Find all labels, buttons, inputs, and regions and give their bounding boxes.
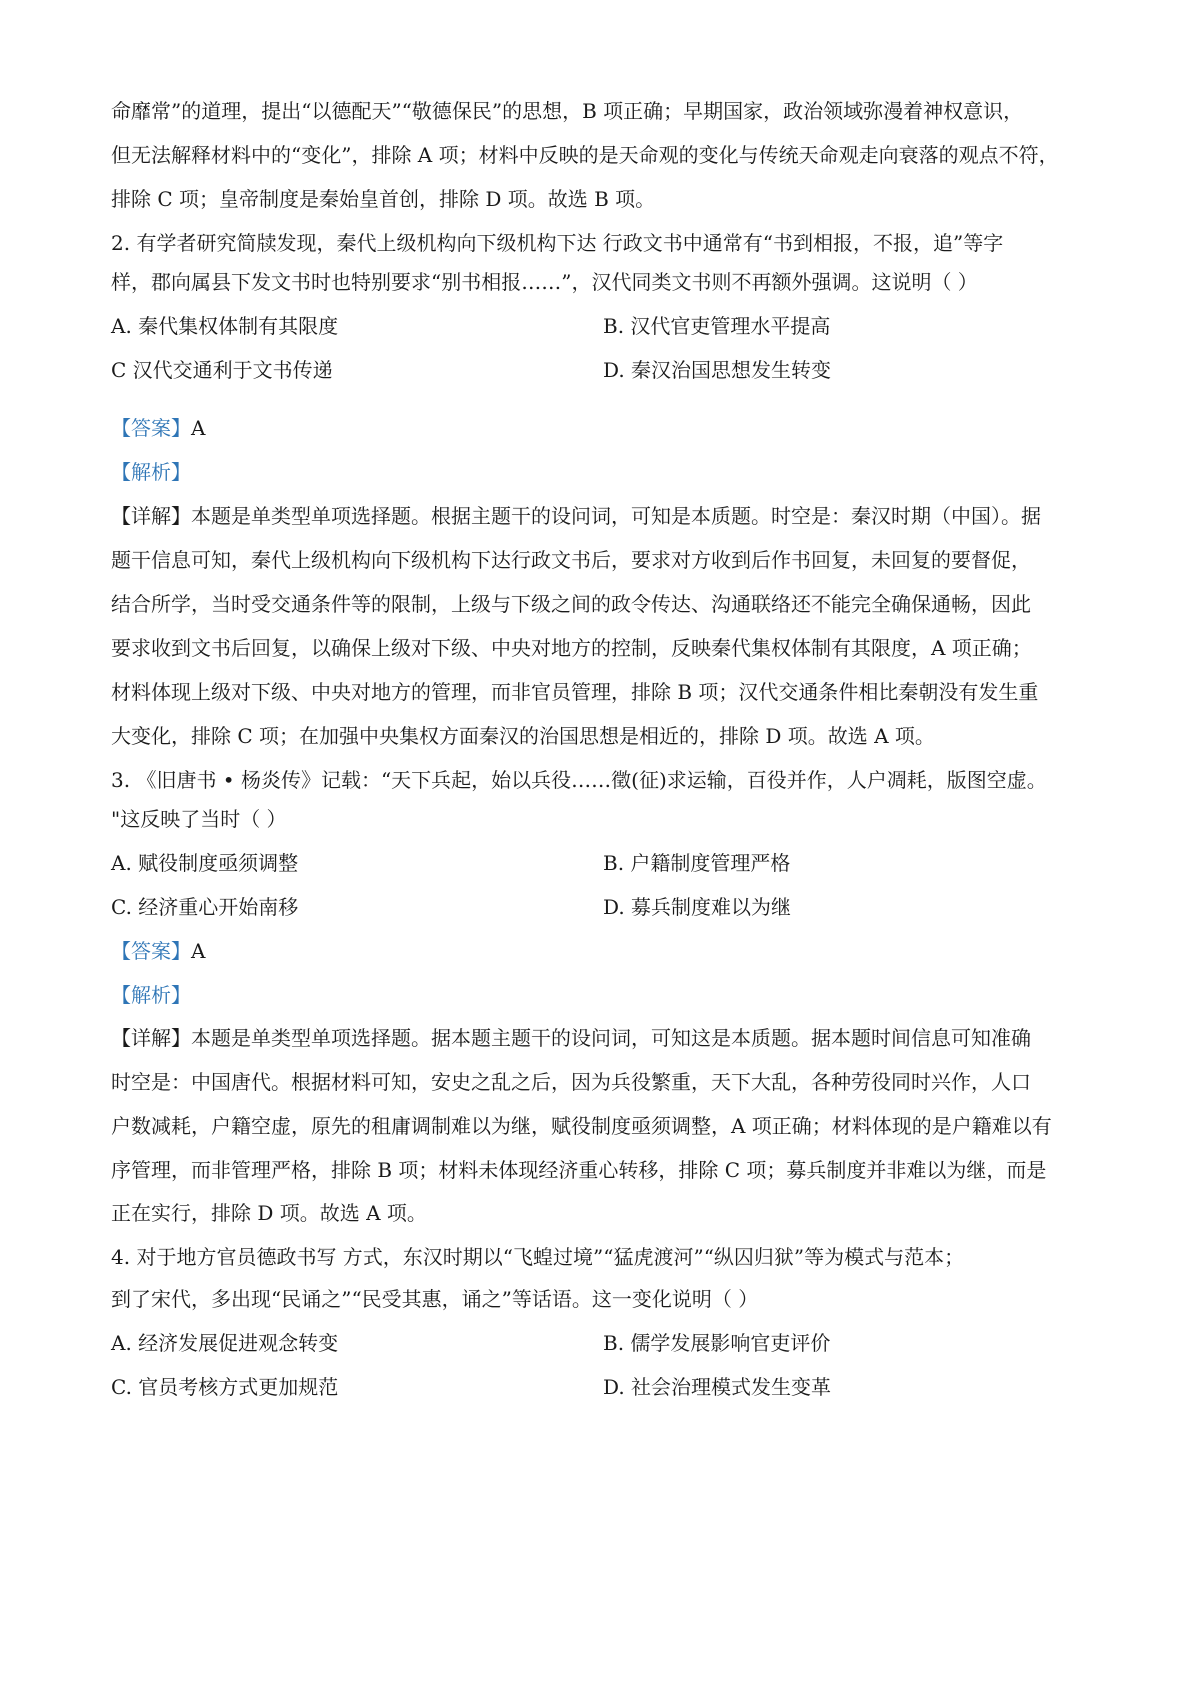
q3-option-d: D. 募兵制度难以为继 <box>603 895 792 919</box>
q3-option-a: A. 赋役制度亟须调整 <box>111 851 299 875</box>
q4-option-d: D. 社会治理模式发生变革 <box>603 1375 832 1399</box>
intro-line-3: 排除 C 项；皇帝制度是秦始皇首创，排除 D 项。故选 B 项。 <box>111 187 656 211</box>
q2-detail-line-6: 大变化，排除 C 项；在加强中央集权方面秦汉的治国思想是相近的，排除 D 项。故选 A 项。 <box>111 724 935 748</box>
q2-answer-row <box>111 414 1101 442</box>
q4-option-b: B. 儒学发展影响官吏评价 <box>603 1331 831 1355</box>
q2-analysis-row <box>111 458 1101 486</box>
q3-analysis-tag: 【解析】 <box>111 983 191 1007</box>
q3-stem-line-1: 3. 《旧唐书 • 杨炎传》记载：“天下兵起，始以兵役……徵(征)求运输，百役并作，人户凋耗，版图空虚。 <box>111 768 1047 792</box>
intro-line-1: 命靡常”的道理，提出“以德配天”“敬德保民”的思想，B 项正确；早期国家，政治领域弥漫着神权意识， <box>111 99 1024 123</box>
q3-detail-line-2: 时空是：中国唐代。根据材料可知，安史之乱之后，因为兵役繁重，天下大乱，各种劳役同时兴作，人口 <box>111 1070 1031 1094</box>
q2-option-d: D. 秦汉治国思想发生转变 <box>603 358 832 382</box>
q2-answer-tag: 【答案】 <box>111 416 191 440</box>
q3-analysis-row <box>111 981 1101 1009</box>
q3-stem-line-2: "这反映了当时（ ） <box>111 807 287 831</box>
q3-option-b: B. 户籍制度管理严格 <box>603 851 791 875</box>
q3-option-c: C. 经济重心开始南移 <box>111 895 299 919</box>
q3-answer-value: A <box>191 939 206 963</box>
q2-stem-line-1: 2. 有学者研究简牍发现，秦代上级机构向下级机构下达 行政文书中通常有“书到相报，不报，追”等字 <box>111 231 1004 255</box>
q4-option-a: A. 经济发展促进观念转变 <box>111 1331 339 1355</box>
q2-option-a: A. 秦代集权体制有其限度 <box>111 314 339 338</box>
q2-detail-line-3: 结合所学，当时受交通条件等的限制，上级与下级之间的政令传达、沟通联络还不能完全确保通畅，因此 <box>111 592 1031 616</box>
q3-detail-line-1: 【详解】本题是单类型单项选择题。据本题主题干的设问词，可知这是本质题。据本题时间信息可知准确 <box>111 1026 1031 1050</box>
q4-stem-line-1: 4. 对于地方官员德政书写 方式，东汉时期以“飞蝗过境”“猛虎渡河”“纵囚归狱”等为模式与范本； <box>111 1245 965 1269</box>
q3-detail-line-5: 正在实行，排除 D 项。故选 A 项。 <box>111 1201 427 1225</box>
q4-stem-line-2: 到了宋代，多出现“民诵之”“民受其惠，诵之”等话语。这一变化说明（ ） <box>111 1287 759 1311</box>
q3-detail-line-4: 序管理，而非管理严格，排除 B 项；材料未体现经济重心转移，排除 C 项；募兵制度并非难以为继，而是 <box>111 1158 1047 1182</box>
intro-line-2: 但无法解释材料中的“变化”，排除 A 项；材料中反映的是天命观的变化与传统天命观走向衰落的观点不符， <box>111 143 1059 167</box>
q3-answer-tag: 【答案】 <box>111 939 191 963</box>
q4-option-c: C. 官员考核方式更加规范 <box>111 1375 339 1399</box>
q2-option-c: C 汉代交通利于文书传递 <box>111 358 333 382</box>
q3-detail-line-3: 户数减耗，户籍空虚，原先的租庸调制难以为继，赋役制度亟须调整，A 项正确；材料体现的是户籍难以有 <box>111 1114 1052 1138</box>
q2-detail-line-2: 题干信息可知，秦代上级机构向下级机构下达行政文书后，要求对方收到后作书回复，未回复的要督促， <box>111 548 1031 572</box>
q2-analysis-tag: 【解析】 <box>111 460 191 484</box>
q2-option-b: B. 汉代官吏管理水平提高 <box>603 314 831 338</box>
q2-detail-line-5: 材料体现上级对下级、中央对地方的管理，而非官员管理，排除 B 项；汉代交通条件相比秦朝没有发生重 <box>111 680 1039 704</box>
q2-detail-line-4: 要求收到文书后回复，以确保上级对下级、中央对地方的控制，反映秦代集权体制有其限度，A 项正确； <box>111 636 1032 660</box>
q2-answer-value: A <box>191 416 206 440</box>
q2-detail-line-1: 【详解】本题是单类型单项选择题。根据主题干的设问词，可知是本质题。时空是：秦汉时期（中国）。据 <box>111 504 1041 528</box>
q2-stem-line-2: 样，郡向属县下发文书时也特别要求“别书相报……”，汉代同类文书则不再额外强调。这说明（ ） <box>111 270 978 294</box>
q3-answer-row <box>111 937 1101 965</box>
